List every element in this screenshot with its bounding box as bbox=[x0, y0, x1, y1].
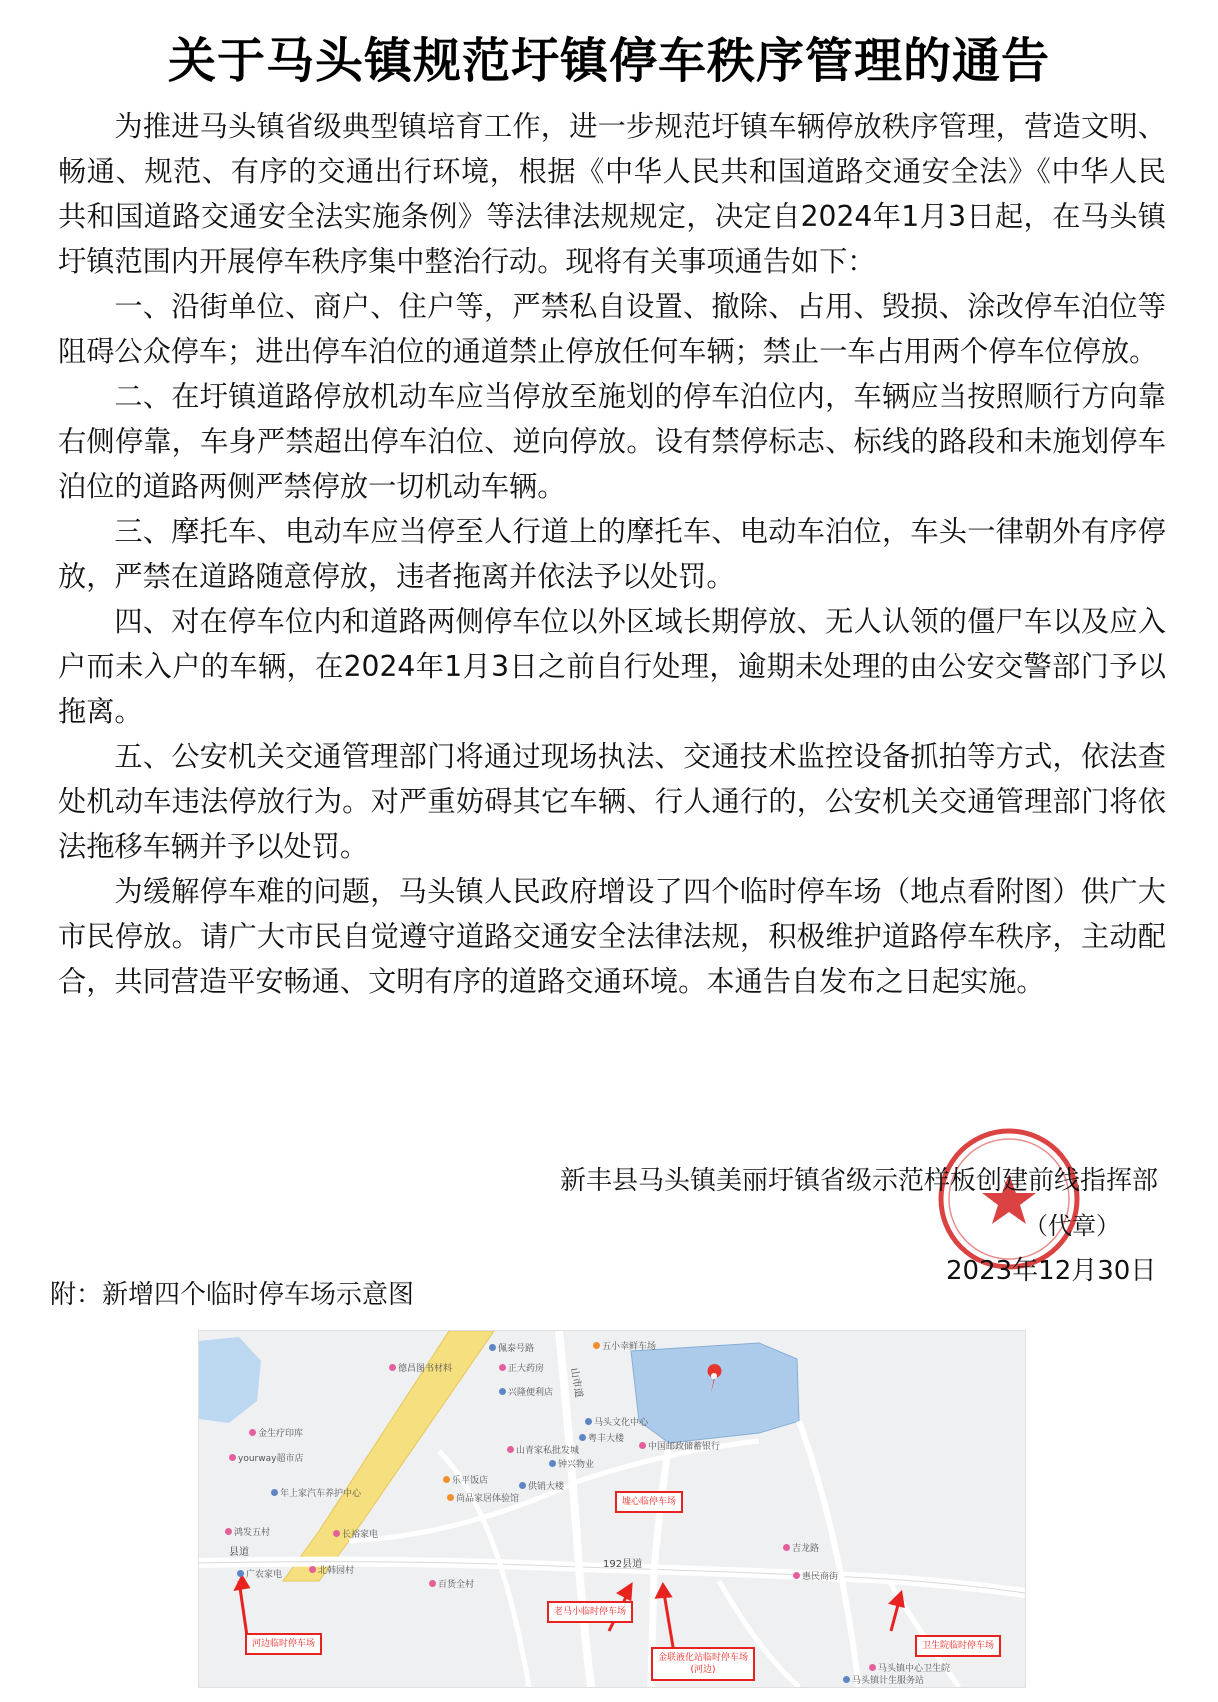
poi: 鸿发五村 bbox=[225, 1525, 270, 1538]
notice-paragraph: 二、在圩镇道路停放机动车应当停放至施划的停车泊位内，车辆应当按照顺行方向靠右侧停靠，车身严禁超出停车泊位、逆向停放。设有禁停标志、标线的路段和未施划停车泊位的道路两侧严禁停放一切机动车辆。 bbox=[58, 380, 1166, 503]
signer-name: 新丰县马头镇美丽圩镇省级示范样板创建前线指挥部 bbox=[559, 1166, 1158, 1196]
poi: 供销大楼 bbox=[519, 1479, 564, 1492]
road-label: 192县道 bbox=[603, 1559, 643, 1570]
poi: 马头镇计生服务站 bbox=[843, 1673, 924, 1686]
poi: 乐平饭店 bbox=[443, 1473, 488, 1486]
issue-date: 2023年12月30日 bbox=[946, 1256, 1157, 1286]
notice-title: 关于马头镇规范圩镇停车秩序管理的通告 bbox=[167, 33, 1050, 89]
road-label: 山市道 bbox=[568, 1367, 585, 1399]
poi: 金生疗印库 bbox=[249, 1426, 303, 1439]
poi: 马头镇中心卫生院 bbox=[869, 1661, 950, 1674]
poi: 百货全村 bbox=[429, 1577, 474, 1590]
poi: 德昌图书材料 bbox=[389, 1361, 452, 1374]
poi: 北韩园村 bbox=[309, 1563, 354, 1576]
parking-map bbox=[198, 1330, 1026, 1688]
poi: 年上家汽车养护中心 bbox=[271, 1486, 361, 1499]
poi: 钟兴物业 bbox=[549, 1457, 594, 1470]
road-label: 县道 bbox=[229, 1547, 249, 1558]
poi: 五小幸鲜车场 bbox=[593, 1339, 656, 1352]
notice-paragraph: 三、摩托车、电动车应当停至人行道上的摩托车、电动车泊位，车头一律朝外有序停放，严禁在道路随意停放，违者拖离并依法予以处罚。 bbox=[58, 515, 1166, 593]
poi: 尚品家居体验馆 bbox=[447, 1491, 519, 1504]
notice-paragraph: 一、沿街单位、商户、住户等，严禁私自设置、撤除、占用、毁损、涂改停车泊位等阻碍公众停车；进出停车泊位的通道禁止停放任何车辆；禁止一车占用两个停车位停放。 bbox=[58, 290, 1166, 368]
parking-lot-label: 河边临时停车场 bbox=[245, 1633, 322, 1655]
map-background bbox=[199, 1331, 1025, 1687]
notice-paragraph: 为缓解停车难的问题，马头镇人民政府增设了四个临时停车场（地点看附图）供广大市民停放。请广大市民自觉遵守道路交通安全法律法规，积极维护道路停车秩序，主动配合，共同营造平安畅通、文明有序的道路交通环境。本通告自发布之日起实施。 bbox=[58, 875, 1166, 998]
poi: 中国邮政储蓄银行 bbox=[639, 1439, 720, 1452]
notice-paragraph: 为推进马头镇省级典型镇培育工作，进一步规范圩镇车辆停放秩序管理，营造文明、畅通、规范、有序的交通出行环境，根据《中华人民共和国道路交通安全法》《中华人民共和国道路交通安全法实施条例》等法律法规规定，决定自2024年1月3日起，在马头镇圩镇范围内开展停车秩序集中整治行动。现将有关事项通告如下： bbox=[58, 110, 1166, 278]
poi: 广农家电 bbox=[237, 1567, 282, 1580]
poi: 佩泰号路 bbox=[489, 1341, 534, 1354]
notice-body bbox=[58, 104, 1166, 1004]
seal-note: （代章） bbox=[1024, 1212, 1120, 1240]
poi: 吉龙路 bbox=[783, 1541, 819, 1554]
parking-lot-label: 金联液化站临时停车场 (河边) bbox=[651, 1647, 755, 1681]
poi: 长裕家电 bbox=[333, 1527, 378, 1540]
poi: 惠民商街 bbox=[793, 1569, 838, 1582]
poi: 兴隆便利店 bbox=[499, 1385, 553, 1398]
notice-paragraph: 四、对在停车位内和道路两侧停车位以外区域长期停放、无人认领的僵尸车以及应入户而未入户的车辆，在2024年1月3日之前自行处理，逾期未处理的由公安交警部门予以拖离。 bbox=[58, 605, 1166, 728]
attachment-caption: 附：新增四个临时停车场示意图 bbox=[50, 1280, 415, 1310]
poi: 粤丰大楼 bbox=[579, 1431, 624, 1444]
parking-lot-label: 老马小临时停车场 bbox=[547, 1601, 633, 1623]
notice-paragraph: 五、公安机关交通管理部门将通过现场执法、交通技术监控设备抓拍等方式，依法查处机动车违法停放行为。对严重妨碍其它车辆、行人通行的，公安机关交通管理部门将依法拖移车辆并予以处罚。 bbox=[58, 740, 1166, 863]
poi: yourway超市店 bbox=[229, 1451, 303, 1464]
poi: 正大药房 bbox=[499, 1361, 544, 1374]
poi: 马头文化中心 bbox=[585, 1415, 648, 1428]
poi: 山青家私批发城 bbox=[507, 1443, 579, 1456]
center-parking-label: 墟心临停车场 bbox=[615, 1491, 683, 1513]
parking-lot-label: 卫生院临时停车场 bbox=[915, 1635, 1001, 1657]
